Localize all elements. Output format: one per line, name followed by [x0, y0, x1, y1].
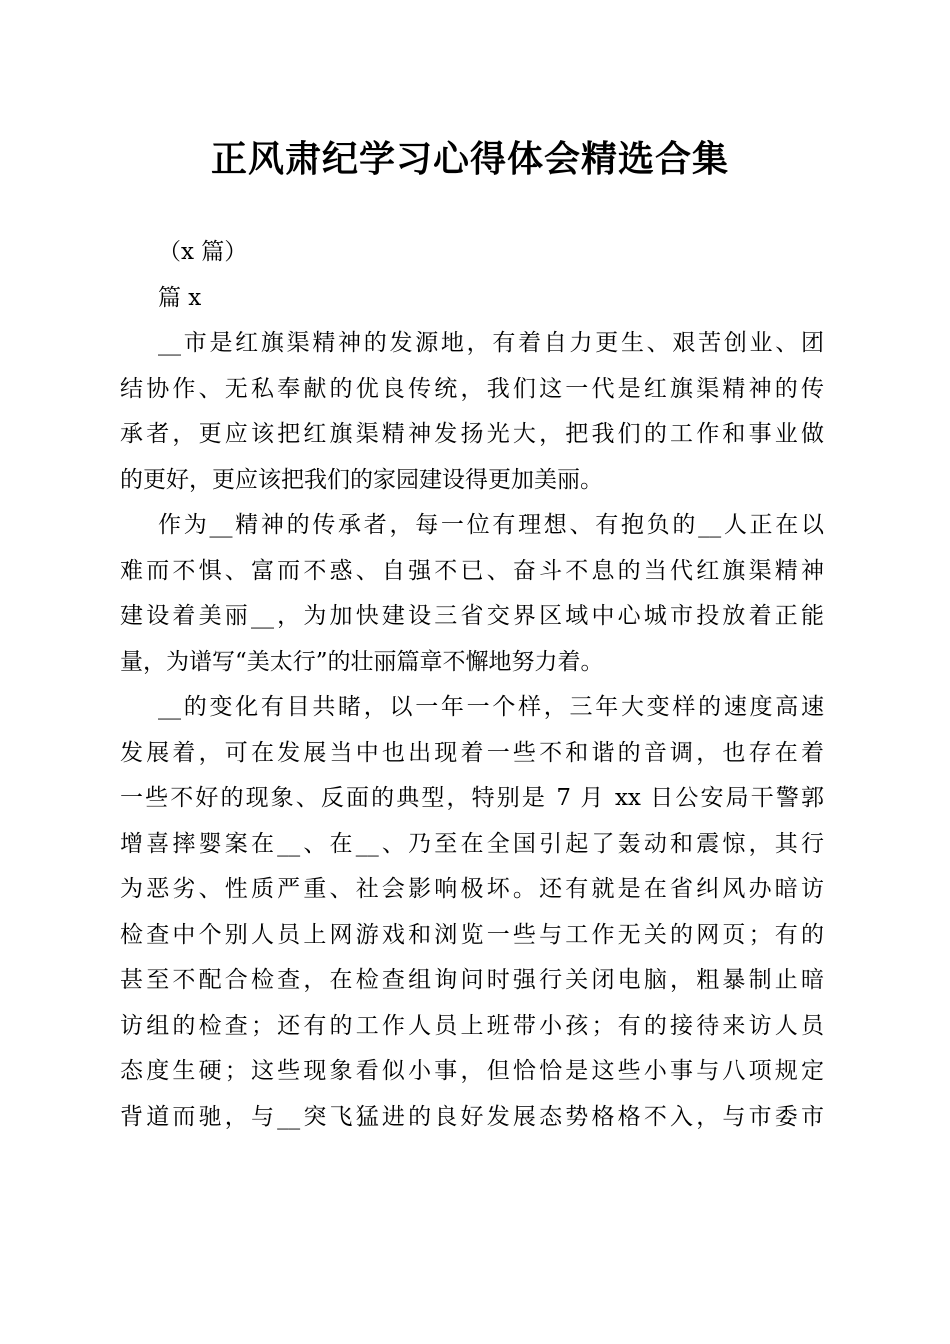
document-body	[120, 230, 824, 1140]
paragraph-3-line-8: 访组的检查；还有的工作人员上班带小孩；有的接待来访人员	[120, 1012, 824, 1039]
article-count-note: （x 篇）	[158, 239, 248, 265]
paragraph-3-line-5: 为恶劣、性质严重、社会影响极坏。还有就是在省纠风办暗访	[120, 876, 824, 902]
paragraph-3-line-9: 态度生硬；这些现象看似小事，但恰恰是这些小事与八项规定	[120, 1058, 824, 1084]
document-title: 正风肃纪学习心得体会精选合集	[210, 139, 729, 180]
paragraph-3-line-3: 一些不好的现象、反面的典型，特别是 7 月 xx 日公安局干警郭	[120, 785, 824, 811]
paragraph-1-line-1: __市是红旗渠精神的发源地，有着自力更生、艰苦创业、团	[158, 330, 824, 356]
paragraph-2-line-1: 作为__精神的传承者，每一位有理想、有抱负的__人正在以	[158, 512, 824, 538]
paragraph-3-line-7: 甚至不配合检查，在检查组询问时强行关闭电脑，粗暴制止暗	[120, 967, 824, 993]
paragraph-2-line-2: 难而不惧、富而不惑、自强不已、奋斗不息的当代红旗渠精神	[120, 557, 824, 584]
paragraph-3-line-10: 背道而驰，与__突飞猛进的良好发展态势格格不入，与市委市	[120, 1103, 824, 1130]
paragraph-1-line-3: 承者，更应该把红旗渠精神发扬光大，把我们的工作和事业做	[120, 421, 824, 447]
paragraph-3-line-2: 发展着，可在发展当中也出现着一些不和谐的音调，也存在着	[120, 739, 824, 766]
paragraph-1-line-2: 结协作、无私奉献的优良传统，我们这一代是红旗渠精神的传	[120, 375, 824, 402]
paragraph-3-line-1: __的变化有目共睹，以一年一个样，三年大变样的速度高速	[158, 694, 824, 720]
paragraph-3-line-4: 增喜摔婴案在__、在__、乃至在全国引起了轰动和震惊，其行	[120, 830, 824, 857]
paragraph-3-line-6: 检查中个别人员上网游戏和浏览一些与工作无关的网页；有的	[120, 921, 824, 948]
paragraph-2-line-3: 建设着美丽__，为加快建设三省交界区域中心城市投放着正能	[120, 603, 824, 629]
paragraph-1-line-4: 的更好，更应该把我们的家园建设得更加美丽。	[120, 466, 603, 493]
article-heading: 篇 x	[158, 284, 202, 311]
paragraph-2-line-4: 量，为谱写“美太行”的壮丽篇章不懈地努力着。	[120, 648, 604, 675]
